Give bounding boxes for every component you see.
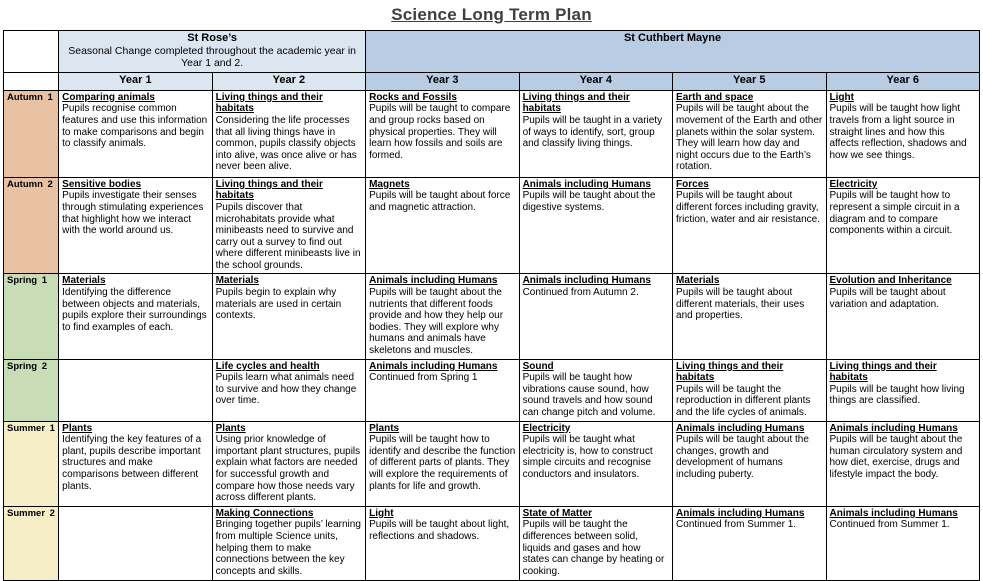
plan-table-body xyxy=(4,90,980,580)
unit-body: Pupils will be taught in a variety of ways to identify, sort, group and classify living things. xyxy=(522,114,663,150)
unit-body: Pupils will be taught to compare and group rocks based on physical properties. They will learn how fossils and soils are formed. xyxy=(369,103,511,161)
unit-cell xyxy=(59,274,212,359)
unit-cell xyxy=(519,421,672,506)
unit-body: Pupils will be taught how light travels from a light source in straight lines and how this affects reflection, shadows and how we see things. xyxy=(829,103,967,161)
unit-body: Pupils discover that microhabitats provide what minibeasts need to survive and carry out a survey to find out where different minibeasts live in the school grounds. xyxy=(215,201,361,271)
season-row-autumn-2 xyxy=(4,177,980,274)
season-row-summer-2 xyxy=(4,506,980,580)
unit-title: Animals including Humans xyxy=(522,275,651,287)
unit-cell xyxy=(366,506,519,580)
unit-cell xyxy=(826,506,980,580)
unit-cell xyxy=(366,359,519,421)
unit-title: Evolution and Inheritance xyxy=(829,275,952,287)
unit-title: Life cycles and health xyxy=(215,360,320,372)
unit-cell xyxy=(59,90,212,177)
unit-title: Comparing animals xyxy=(62,91,155,103)
season-row-spring-2 xyxy=(4,359,980,421)
unit-cell xyxy=(519,177,672,274)
unit-body: Continued from Summer 1. xyxy=(676,519,797,531)
unit-body: Pupils will be taught about light, reflections and shadows. xyxy=(369,519,510,542)
unit-cell xyxy=(212,274,365,359)
unit-body: Continued from Summer 1. xyxy=(829,519,950,531)
year-header-row xyxy=(4,72,980,90)
unit-body: Pupils will be taught about different forces including gravity, friction, water and air resistance. xyxy=(676,190,820,225)
year-header-1: Year 1 xyxy=(59,72,212,90)
unit-title: Animals including Humans xyxy=(522,178,651,190)
unit-cell xyxy=(826,421,980,506)
season-row-spring-1 xyxy=(4,274,980,359)
unit-body: Pupils learn what animals need to survive and how they change over time. xyxy=(215,372,357,407)
year-header-5: Year 5 xyxy=(673,72,826,90)
unit-cell xyxy=(212,359,365,421)
unit-body: Pupils will be taught about the digestive systems. xyxy=(522,190,656,213)
unit-body: Pupils begin to explain why materials are used in certain contexts. xyxy=(215,287,342,322)
corner-cell-top xyxy=(4,31,59,73)
unit-title: State of Matter xyxy=(522,507,593,519)
unit-body: Pupils will be taught how vibrations cause sound, how sound travels and how sound can change pitch and volume. xyxy=(522,372,656,418)
unit-cell xyxy=(673,90,826,177)
document-page xyxy=(0,5,983,577)
unit-title: Animals including Humans xyxy=(676,507,805,519)
unit-title: Materials xyxy=(676,275,720,287)
season-row-summer-1 xyxy=(4,421,980,506)
unit-title: Animals including Humans xyxy=(829,507,958,519)
unit-body: Pupils will be taught about the nutrients that different foods provide and how they help our bodies. They will explore why humans and animals have skeletons and muscles. xyxy=(369,287,504,357)
unit-cell xyxy=(519,274,672,359)
unit-title: Magnets xyxy=(369,178,410,190)
unit-cell xyxy=(826,359,980,421)
unit-body: Continued from Autumn 2. xyxy=(522,287,639,299)
unit-cell xyxy=(212,506,365,580)
corner-cell-bottom xyxy=(4,72,59,90)
unit-cell xyxy=(366,90,519,177)
unit-body: Pupils will be taught about the changes, growth and development of humans including puberty. xyxy=(676,434,809,480)
school-header-st-roses xyxy=(59,31,366,73)
year-header-3: Year 3 xyxy=(366,72,519,90)
unit-cell xyxy=(366,421,519,506)
season-label: Autumn 1 xyxy=(4,90,59,177)
unit-cell xyxy=(673,177,826,274)
unit-body: Continued from Spring 1 xyxy=(369,372,478,384)
unit-title: Making Connections xyxy=(215,507,314,519)
unit-cell xyxy=(519,506,672,580)
unit-body: Pupils recognise common features and use this information to make comparisons and begin to classify animals. xyxy=(62,103,208,150)
unit-title: Animals including Humans xyxy=(829,422,958,434)
unit-title: Animals including Humans xyxy=(369,275,498,287)
unit-title: Electricity xyxy=(522,422,571,434)
unit-title: Materials xyxy=(62,275,106,287)
unit-body: Pupils will be taught the differences between solid, liquids and gases and how states can change by heating or cooking. xyxy=(522,519,665,577)
unit-title: Earth and space xyxy=(676,91,754,103)
unit-title: Plants xyxy=(215,422,246,434)
science-plan-table xyxy=(3,30,980,581)
unit-cell xyxy=(366,177,519,274)
unit-title: Animals including Humans xyxy=(369,360,498,372)
unit-body: Pupils will be taught how to represent a simple circuit in a diagram and to compare components within a circuit. xyxy=(829,190,960,237)
unit-body: Identifying the key features of a plant, pupils describe important structures and make comparisons between different plants. xyxy=(62,434,202,492)
unit-cell xyxy=(366,274,519,359)
unit-cell xyxy=(673,506,826,580)
unit-body: Considering the life processes that all living things have in common, pupils classify objects into alive, was once alive or has never been alive. xyxy=(215,114,357,173)
unit-title: Sensitive bodies xyxy=(62,178,142,190)
unit-body: Pupils investigate their senses through stimulating experiences that highlight how we interact with the world around us. xyxy=(62,190,204,237)
year-header-4: Year 4 xyxy=(519,72,672,90)
season-label: Spring 1 xyxy=(4,274,59,359)
unit-title: Sound xyxy=(522,360,554,372)
unit-cell xyxy=(826,274,980,359)
season-label: Spring 2 xyxy=(4,359,59,421)
unit-body: Using prior knowledge of important plant structures, pupils explain what factors are needed for successful growth and compare how those needs vary across different plants. xyxy=(215,434,361,504)
unit-title: Forces xyxy=(676,178,709,190)
unit-title: Living things and their habitats xyxy=(829,360,937,384)
unit-body: Pupils will be taught how to identify and describe the function of different parts of plants. They will explore the requirements of plants for life and growth. xyxy=(369,434,516,492)
unit-cell xyxy=(673,359,826,421)
school-name-st-cuthbert-mayne: St Cuthbert Mayne xyxy=(623,32,722,44)
unit-cell xyxy=(59,359,212,421)
unit-body: Pupils will be taught about the human circulatory system and how diet, exercise, drugs and lifestyle impact the body. xyxy=(829,434,963,480)
unit-cell xyxy=(59,506,212,580)
season-label: Autumn 2 xyxy=(4,177,59,274)
season-label: Summer 2 xyxy=(4,506,59,580)
unit-cell xyxy=(673,274,826,359)
page-title: Science Long Term Plan xyxy=(391,5,592,24)
unit-cell xyxy=(59,177,212,274)
unit-body: Pupils will be taught how living things are classified. xyxy=(829,383,965,407)
school-name-st-roses: St Rose’s xyxy=(187,32,237,44)
unit-body: Pupils will be taught about variation and adaptation. xyxy=(829,287,946,310)
unit-title: Light xyxy=(829,91,854,103)
unit-cell xyxy=(519,359,672,421)
unit-title: Materials xyxy=(215,275,259,287)
unit-title: Living things and their habitats xyxy=(676,360,784,384)
unit-cell xyxy=(519,90,672,177)
unit-cell xyxy=(212,177,365,274)
school-subtitle-st-roses: Seasonal Change completed throughout the academic year in Year 1 and 2. xyxy=(68,44,357,70)
school-header-row xyxy=(4,31,980,73)
unit-body: Pupils will be taught about different materials, their uses and properties. xyxy=(676,287,805,322)
unit-cell xyxy=(673,421,826,506)
unit-title: Rocks and Fossils xyxy=(369,91,457,103)
unit-title: Living things and their habitats xyxy=(215,91,323,115)
unit-cell xyxy=(826,90,980,177)
unit-body: Bringing together pupils’ learning from multiple Science units, helping them to make connections between the key concepts and skills. xyxy=(215,519,361,577)
unit-body: Pupils will be taught about force and magnetic attraction. xyxy=(369,190,511,213)
unit-body: Pupils will be taught the reproduction in different plants and the life cycles of animals. xyxy=(676,383,811,418)
unit-cell xyxy=(59,421,212,506)
year-header-2: Year 2 xyxy=(212,72,365,90)
unit-cell xyxy=(212,90,365,177)
year-header-6: Year 6 xyxy=(826,72,980,90)
unit-title: Living things and their habitats xyxy=(215,178,323,202)
unit-cell xyxy=(826,177,980,274)
season-row-autumn-1 xyxy=(4,90,980,177)
unit-body: Pupils will be taught about the movement of the Earth and other planets within the solar system. They will learn how day and night occurs due to the Earth’s rotation. xyxy=(676,103,823,173)
unit-title: Light xyxy=(369,507,394,519)
unit-title: Living things and their habitats xyxy=(522,91,630,115)
unit-title: Electricity xyxy=(829,178,878,190)
season-label: Summer 1 xyxy=(4,421,59,506)
school-header-st-cuthbert-mayne xyxy=(366,31,980,73)
unit-body: Pupils will be taught what electricity is, how to construct simple circuits and recognise conductors and insulators. xyxy=(522,434,653,480)
unit-title: Plants xyxy=(369,422,400,434)
unit-body: Identifying the difference between objects and materials, pupils explore their surroundings to find examples of each. xyxy=(62,287,207,333)
unit-title: Plants xyxy=(62,422,93,434)
unit-cell xyxy=(212,421,365,506)
unit-title: Animals including Humans xyxy=(676,422,805,434)
